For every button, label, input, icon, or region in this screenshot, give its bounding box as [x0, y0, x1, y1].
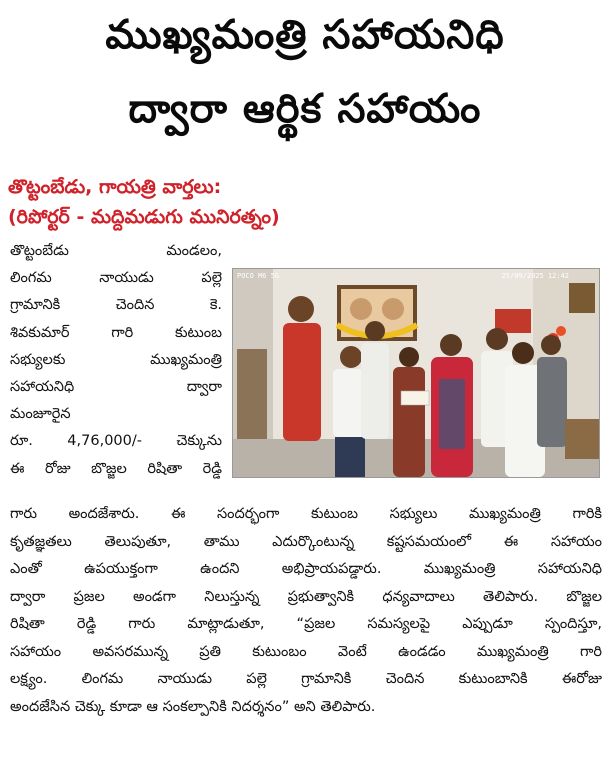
body-line: తొట్టంబేడు మండలం, [10, 243, 222, 259]
body-line: గారు అందజేశారు. ఈ సందర్భంగా కుటుంబ సభ్యులు ముఖ్యమంత్రి గారికి [10, 506, 602, 522]
article-body-full-width [10, 501, 602, 721]
body-line: శివకుమార్ గారి కుటుంబ [10, 324, 222, 341]
dateline: తొట్టంబేడు, గాయత్రి వార్తలు: [8, 176, 222, 198]
body-line: సభ్యులకు ముఖ్యమంత్రి [10, 351, 222, 368]
headline-line-2: ద్వారా ఆర్థిక సహాయం [128, 86, 482, 132]
body-line: గ్రామానికి చెందిన కె. [10, 297, 222, 314]
article-body-column [10, 238, 222, 483]
body-line: ద్వారా ప్రజల అండగా నిలుస్తున్న ప్రభుత్వానికి ధన్యవాదాలు తెలిపారు. బొజ్జల [10, 588, 602, 605]
reporter-credit: (రిపోర్టర్ - మద్దిమడుగు మునిరత్నం) [8, 206, 280, 228]
body-line: రిషితా రెడ్డి గారు మాట్లాడుతూ, “ప్రజల సమస్యలపై ఎప్పుడూ స్పందిస్తూ, [10, 616, 602, 632]
body-line: మంజూరైన [10, 406, 71, 423]
photo-camera-stamp: POCO M6 5G [237, 272, 280, 280]
body-line: అందజేసిన చెక్కు కూడా ఆ సంకల్పానికి నిదర్శనం” అని తెలిపారు. [10, 698, 376, 715]
news-photo [232, 268, 600, 478]
headline-line-1: ముఖ్యమంత్రి సహాయనిధి [105, 12, 505, 58]
body-line: ఈ రోజు బొజ్జల రిషితా రెడ్డి [10, 460, 222, 477]
body-line: ఎంతో ఉపయుక్తంగా ఉందని అభిప్రాయపడ్డారు. ముఖ్యమంత్రి సహాయనిధి [10, 561, 602, 577]
body-line: లక్ష్యం. లింగమ నాయుడు పల్లె గ్రామానికి చెందిన కుటుంబానికి ఈరోజు [10, 671, 602, 687]
body-line: లింగమ నాయుడు పల్లె [10, 270, 222, 287]
photo-timestamp: 25/09/2025 12:42 [501, 272, 569, 280]
body-line: సహాయనిధి ద్వారా [10, 379, 222, 396]
body-line: రూ. 4,76,000/- చెక్కును [10, 433, 222, 450]
body-line: కృతజ్ఞతలు తెలుపుతూ, తాము ఎదుర్కొంటున్న కష్టసమయంలో ఈ సహాయం [10, 533, 602, 550]
body-line: సహాయం అవసరమున్న ప్రతి కుటుంబం వెంటే ఉండడం ముఖ్యమంత్రి గారి [10, 643, 602, 660]
